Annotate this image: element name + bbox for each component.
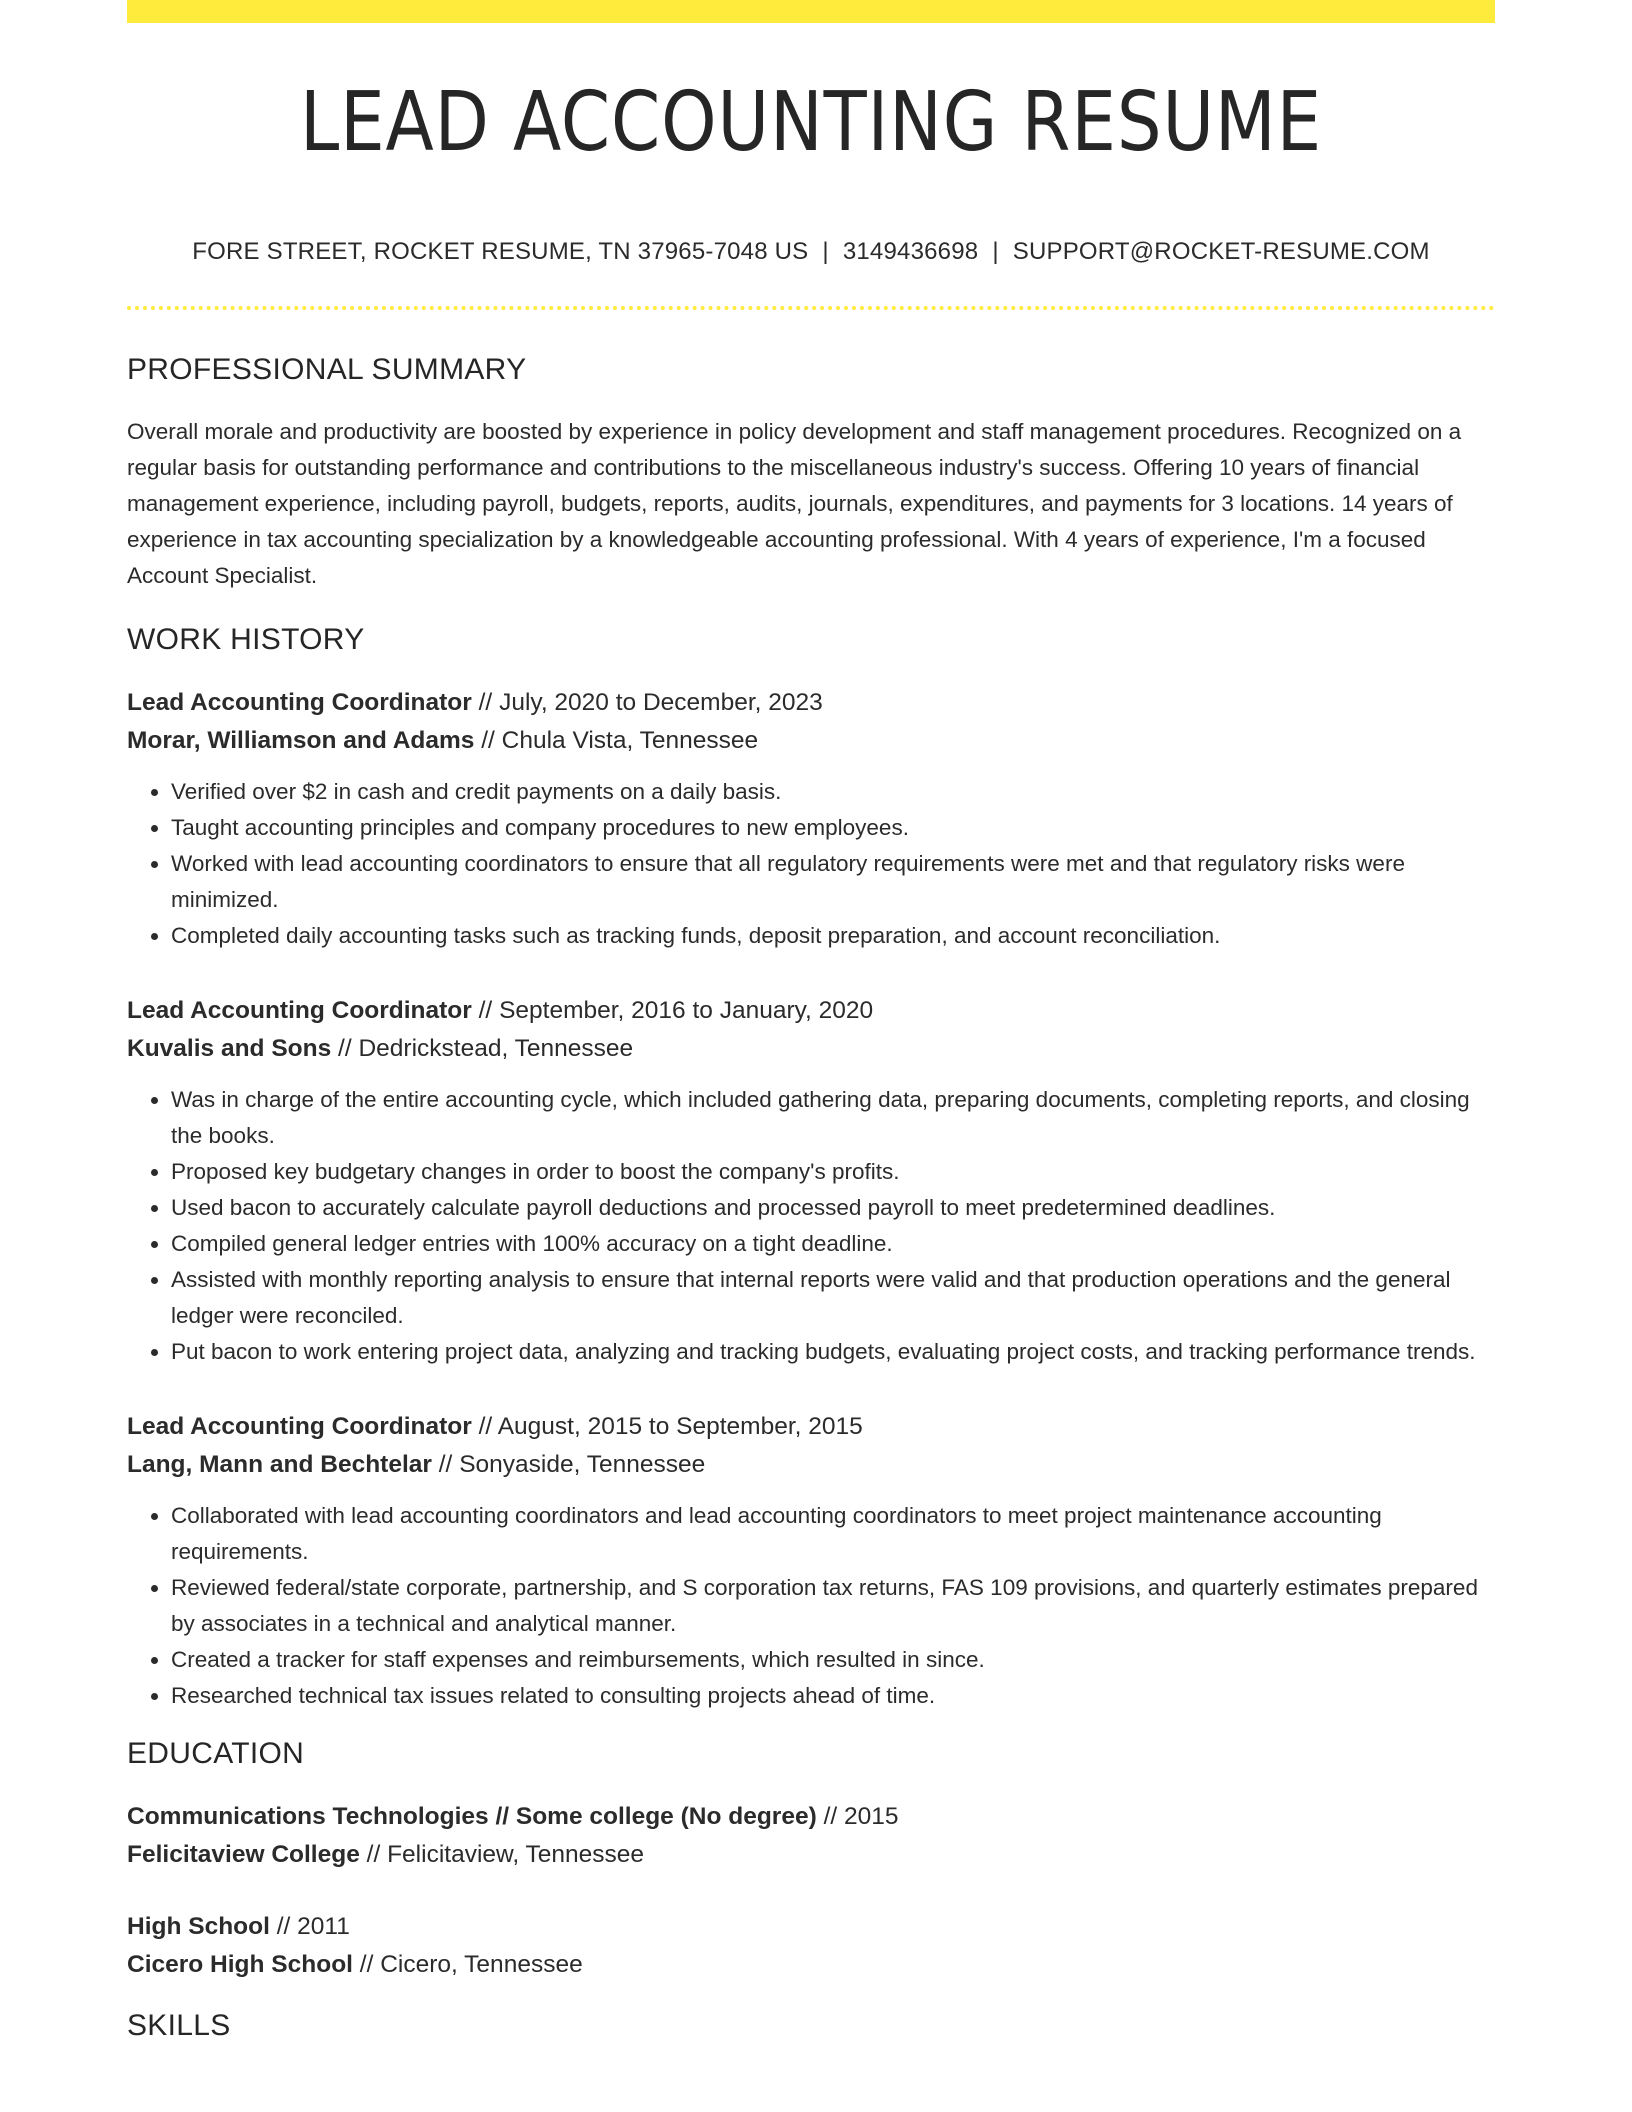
summary-heading: PROFESSIONAL SUMMARY — [127, 353, 527, 386]
contact-address: FORE STREET, ROCKET RESUME, TN 37965-7048 US — [192, 238, 809, 265]
job-title: Lead Accounting Coordinator — [127, 1413, 472, 1440]
job-title-line — [127, 1408, 1495, 1446]
job-bullet: • Compiled general ledger entries with 100% accuracy on a tight deadline. — [171, 1226, 1495, 1262]
contact-separator: | — [992, 238, 999, 265]
divider: // — [276, 1913, 291, 1940]
education-degree-line — [127, 1798, 1495, 1836]
job-company-line — [127, 1446, 1495, 1484]
education-degree-line — [127, 1908, 1495, 1946]
education-entry — [127, 1798, 1495, 1874]
contact-phone: 3149436698 — [842, 238, 979, 265]
education-school-line — [127, 1836, 1495, 1874]
job-title: Lead Accounting Coordinator — [127, 689, 472, 716]
job-bullet: • Put bacon to work entering project data, analyzing and tracking budgets, evaluating project costs, and tracking performance trends. — [171, 1334, 1495, 1370]
job-entry — [127, 1408, 1495, 1714]
education-school-line — [127, 1946, 1495, 1984]
accent-top-bar — [127, 0, 1495, 23]
job-title-line — [127, 684, 1495, 722]
education-heading: EDUCATION — [127, 1737, 305, 1770]
divider: // — [359, 1951, 374, 1978]
divider: // — [438, 1451, 453, 1478]
job-bullets — [127, 1498, 1495, 1714]
job-bullet: • Assisted with monthly reporting analysis to ensure that internal reports were valid and that production operations and the general ledger were reconciled. — [171, 1262, 1495, 1334]
job-location: Sonyaside, Tennessee — [459, 1451, 706, 1478]
job-bullet: • Reviewed federal/state corporate, partnership, and S corporation tax returns, FAS 109 provisions, and quarterly estimates prepared by associates in a technical and analytical manner. — [171, 1570, 1495, 1642]
divider: // — [478, 1413, 493, 1440]
job-company-line — [127, 1030, 1495, 1068]
education-degree: High School — [127, 1913, 270, 1940]
job-bullet: • Used bacon to accurately calculate payroll deductions and processed payroll to meet predetermined deadlines. — [171, 1190, 1495, 1226]
work-history-heading: WORK HISTORY — [127, 623, 365, 656]
divider: // — [478, 689, 493, 716]
job-company: Morar, Williamson and Adams — [127, 727, 475, 754]
job-entry — [127, 684, 1495, 954]
job-company-line — [127, 722, 1495, 760]
education-year: 2015 — [844, 1803, 899, 1830]
education-year: 2011 — [297, 1913, 350, 1940]
resume-content — [127, 352, 1495, 2070]
resume-title: LEAD ACCOUNTING RESUME — [299, 75, 1323, 170]
job-bullets — [127, 1082, 1495, 1370]
job-bullet: • Created a tracker for staff expenses and reimbursements, which resulted in since. — [171, 1642, 1495, 1678]
job-bullet: • Researched technical tax issues related to consulting projects ahead of time. — [171, 1678, 1495, 1714]
job-bullet: • Taught accounting principles and company procedures to new employees. — [171, 810, 1495, 846]
job-title: Lead Accounting Coordinator — [127, 997, 472, 1024]
education-location: Cicero, Tennessee — [380, 1951, 583, 1978]
education-entry — [127, 1908, 1495, 1984]
job-location: Dedrickstead, Tennessee — [358, 1035, 634, 1062]
divider: // — [478, 997, 493, 1024]
dotted-divider — [127, 306, 1495, 310]
contact-line — [127, 238, 1495, 266]
job-bullets — [127, 774, 1495, 954]
job-location: Chula Vista, Tennessee — [501, 727, 759, 754]
education-location: Felicitaview, Tennessee — [387, 1841, 645, 1868]
divider: // — [338, 1035, 352, 1062]
divider: // — [366, 1841, 381, 1868]
job-bullet: • Proposed key budgetary changes in order to boost the company's profits. — [171, 1154, 1495, 1190]
education-degree: Communications Technologies // Some college (No degree) — [127, 1803, 817, 1830]
job-dates: September, 2016 to January, 2020 — [499, 997, 874, 1024]
job-bullet: • Worked with lead accounting coordinators to ensure that all regulatory requirements were met and that regulatory risks were minimized. — [171, 846, 1495, 918]
contact-separator: | — [822, 238, 829, 265]
job-bullet: • Completed daily accounting tasks such as tracking funds, deposit preparation, and account reconciliation. — [171, 918, 1495, 954]
skills-heading: SKILLS — [127, 2009, 231, 2042]
job-bullet: • Collaborated with lead accounting coordinators and lead accounting coordinators to meet project maintenance accounting requirements. — [171, 1498, 1495, 1570]
job-company: Kuvalis and Sons — [127, 1035, 332, 1062]
job-dates: August, 2015 to September, 2015 — [497, 1413, 863, 1440]
summary-text: Overall morale and productivity are boosted by experience in policy development and staff management procedures. Recognized on a regular basis for outstanding performance and contributions to the miscellaneous industry's success. Offering 10 years of financial management experience, including payroll, budgets, reports, audits, journals, expenditures, and payments for 3 locations. 14 years of experience in tax accounting specialization by a knowledgeable accounting professional. With 4 years of experience, I'm a focused Account Specialist. — [127, 419, 1462, 588]
divider: // — [481, 727, 495, 754]
job-title-line — [127, 992, 1495, 1030]
job-entry — [127, 992, 1495, 1370]
education-school: Felicitaview College — [127, 1841, 360, 1868]
contact-email: SUPPORT@ROCKET-RESUME.COM — [1012, 238, 1430, 265]
job-dates: July, 2020 to December, 2023 — [499, 689, 823, 716]
job-bullet: • Verified over $2 in cash and credit payments on a daily basis. — [171, 774, 1495, 810]
education-school: Cicero High School — [127, 1951, 353, 1978]
divider: // — [823, 1803, 838, 1830]
job-bullet: • Was in charge of the entire accounting cycle, which included gathering data, preparing documents, completing reports, and closing the books. — [171, 1082, 1495, 1154]
job-company: Lang, Mann and Bechtelar — [127, 1451, 432, 1478]
